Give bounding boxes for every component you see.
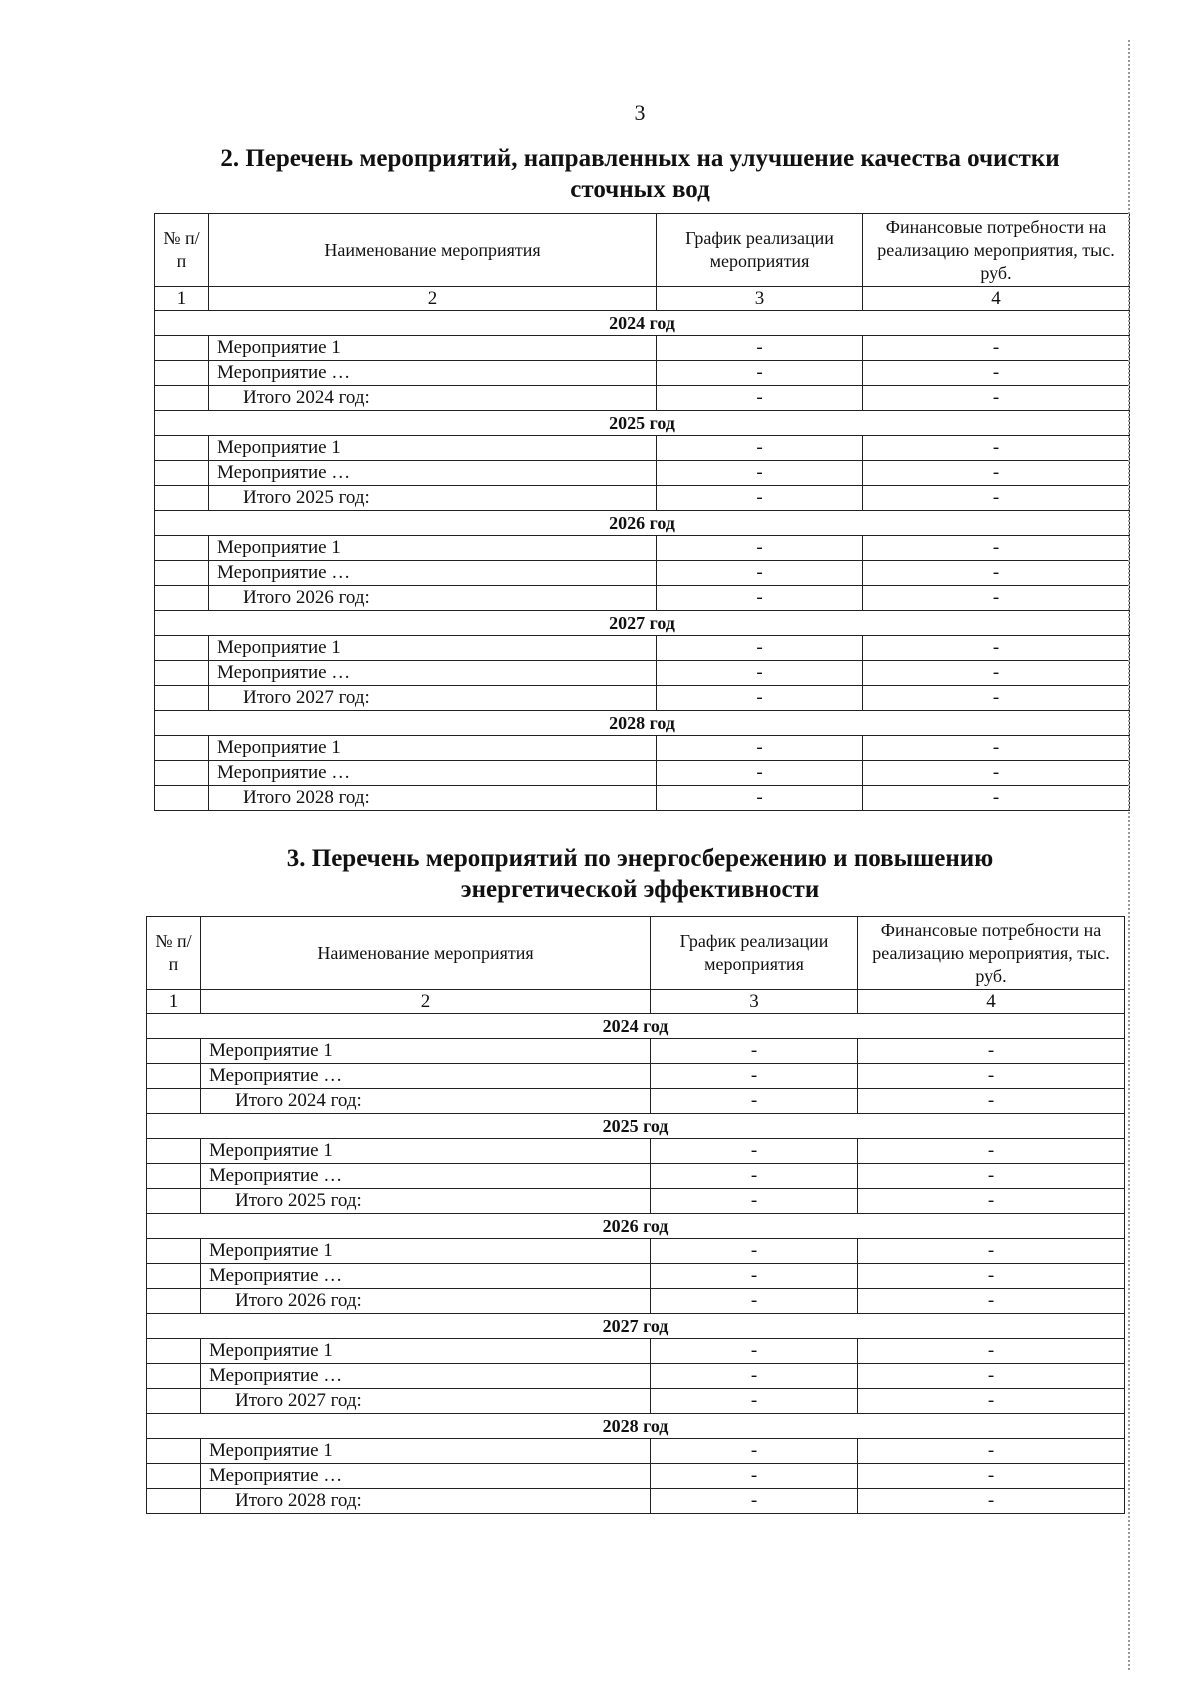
year-total-label: Итого 2024 год: [209,386,657,411]
financing-value: - [863,586,1130,611]
year-row [155,611,1130,636]
activity-name: Мероприятие 1 [201,1339,651,1364]
row-number [147,1264,201,1289]
year-row [147,1314,1125,1339]
year-row [147,1114,1125,1139]
activity-name: Мероприятие 1 [201,1439,651,1464]
financing-value: - [863,536,1130,561]
activity-name: Мероприятие 1 [201,1039,651,1064]
financing-value: - [858,1139,1125,1164]
year-total-label: Итого 2026 год: [201,1289,651,1314]
year-label: 2024 год [147,1014,1125,1039]
row-number [155,461,209,486]
financing-value: - [863,436,1130,461]
activity-name: Мероприятие … [201,1464,651,1489]
table-row [155,561,1130,586]
row-number [147,1389,201,1414]
section-3-heading-line2: энергетической эффективности [460,876,820,903]
total-row [155,786,1130,811]
table-row [155,536,1130,561]
column-number-row [155,287,1130,311]
year-label: 2026 год [155,511,1130,536]
column-number-1: 1 [155,287,209,311]
activity-name: Мероприятие 1 [209,736,657,761]
table-row [147,1164,1125,1189]
financing-value: - [863,736,1130,761]
year-row [155,411,1130,436]
page-number: 3 [634,100,646,125]
row-number [155,586,209,611]
activity-name: Мероприятие 1 [209,436,657,461]
total-row [155,686,1130,711]
schedule-value: - [657,386,863,411]
schedule-value: - [657,461,863,486]
total-row [147,1289,1125,1314]
year-label: 2028 год [147,1414,1125,1439]
financing-value: - [858,1289,1125,1314]
total-row [147,1389,1125,1414]
row-number [155,786,209,811]
schedule-value: - [657,436,863,461]
table-row [147,1339,1125,1364]
total-row [147,1489,1125,1514]
column-number-2: 2 [209,287,657,311]
column-number-row [147,990,1125,1014]
schedule-value: - [657,761,863,786]
column-number-4: 4 [858,990,1125,1014]
financing-value: - [863,561,1130,586]
activity-name: Мероприятие … [209,361,657,386]
row-number [147,1039,201,1064]
schedule-value: - [651,1489,858,1514]
year-row [155,511,1130,536]
schedule-value: - [657,336,863,361]
schedule-value: - [657,586,863,611]
activity-name: Мероприятие … [201,1264,651,1289]
year-label: 2024 год [155,311,1130,336]
table-row [155,761,1130,786]
table-row [155,361,1130,386]
table-row [147,1364,1125,1389]
year-label: 2027 год [155,611,1130,636]
year-total-label: Итого 2028 год: [201,1489,651,1514]
financing-value: - [863,786,1130,811]
schedule-value: - [657,736,863,761]
row-number [147,1189,201,1214]
activity-name: Мероприятие … [209,561,657,586]
header-financing: Финансовые потребности на реализацию мероприятия, тыс. руб. [858,917,1125,990]
table-row [155,636,1130,661]
schedule-value: - [651,1139,858,1164]
financing-value: - [863,361,1130,386]
table-row [155,461,1130,486]
section-2-table [154,213,1130,811]
financing-value: - [863,386,1130,411]
schedule-value: - [657,536,863,561]
financing-value: - [858,1264,1125,1289]
row-number [147,1089,201,1114]
row-number [155,386,209,411]
schedule-value: - [657,636,863,661]
header-financing: Финансовые потребности на реализацию мероприятия, тыс. руб. [863,214,1130,287]
financing-value: - [863,761,1130,786]
row-number [155,736,209,761]
table-row [147,1464,1125,1489]
year-total-label: Итого 2025 год: [209,486,657,511]
table-row [147,1139,1125,1164]
section-2-heading [150,143,1130,205]
year-total-label: Итого 2025 год: [201,1189,651,1214]
schedule-value: - [651,1289,858,1314]
schedule-value: - [651,1339,858,1364]
year-label: 2027 год [147,1314,1125,1339]
financing-value: - [863,636,1130,661]
row-number [155,436,209,461]
total-row [147,1089,1125,1114]
activity-name: Мероприятие 1 [201,1139,651,1164]
financing-value: - [858,1189,1125,1214]
table-row [155,336,1130,361]
row-number [155,661,209,686]
financing-value: - [858,1389,1125,1414]
activity-name: Мероприятие … [201,1164,651,1189]
row-number [147,1164,201,1189]
financing-value: - [858,1039,1125,1064]
row-number [155,486,209,511]
activity-name: Мероприятие … [209,661,657,686]
financing-value: - [863,686,1130,711]
financing-value: - [863,336,1130,361]
financing-value: - [858,1339,1125,1364]
header-number: № п/п [147,917,201,990]
table-row [155,661,1130,686]
row-number [147,1064,201,1089]
header-name: Наименование мероприятия [201,917,651,990]
row-number [155,361,209,386]
year-total-label: Итого 2027 год: [209,686,657,711]
schedule-value: - [651,1089,858,1114]
row-number [155,761,209,786]
activity-name: Мероприятие … [209,761,657,786]
table-row [147,1439,1125,1464]
table-row [147,1039,1125,1064]
row-number [155,561,209,586]
column-number-1: 1 [147,990,201,1014]
schedule-value: - [657,561,863,586]
row-number [147,1489,201,1514]
table-row [147,1264,1125,1289]
schedule-value: - [651,1389,858,1414]
year-row [147,1414,1125,1439]
financing-value: - [858,1464,1125,1489]
column-number-4: 4 [863,287,1130,311]
table-row [147,1239,1125,1264]
header-number: № п/п [155,214,209,287]
activity-name: Мероприятие 1 [209,536,657,561]
schedule-value: - [657,686,863,711]
activity-name: Мероприятие 1 [201,1239,651,1264]
schedule-value: - [651,1239,858,1264]
financing-value: - [858,1239,1125,1264]
table-row [155,736,1130,761]
header-schedule: График реализации мероприятия [657,214,863,287]
row-number [147,1339,201,1364]
year-row [155,311,1130,336]
year-total-label: Итого 2027 год: [201,1389,651,1414]
row-number [147,1439,201,1464]
schedule-value: - [651,1189,858,1214]
schedule-value: - [651,1164,858,1189]
row-number [155,686,209,711]
activity-name: Мероприятие … [201,1064,651,1089]
year-total-label: Итого 2026 год: [209,586,657,611]
row-number [155,636,209,661]
year-total-label: Итого 2024 год: [201,1089,651,1114]
column-number-3: 3 [651,990,858,1014]
year-row [147,1014,1125,1039]
header-schedule: График реализации мероприятия [651,917,858,990]
total-row [147,1189,1125,1214]
column-number-2: 2 [201,990,651,1014]
row-number [147,1239,201,1264]
activity-name: Мероприятие … [201,1364,651,1389]
financing-value: - [858,1439,1125,1464]
schedule-value: - [657,361,863,386]
schedule-value: - [651,1364,858,1389]
row-number [147,1464,201,1489]
financing-value: - [858,1089,1125,1114]
year-row [147,1214,1125,1239]
schedule-value: - [657,661,863,686]
year-label: 2028 год [155,711,1130,736]
section-2-heading-line2: сточных вод [570,176,710,203]
schedule-value: - [651,1064,858,1089]
total-row [155,486,1130,511]
table-row [155,436,1130,461]
row-number [155,336,209,361]
schedule-value: - [651,1264,858,1289]
row-number [147,1289,201,1314]
row-number [147,1139,201,1164]
section-2-heading-line1: 2. Перечень мероприятий, направленных на улучшение качества очистки [220,145,1060,172]
row-number [155,536,209,561]
section-3-heading [150,843,1130,905]
schedule-value: - [657,786,863,811]
financing-value: - [863,661,1130,686]
table-row [147,1064,1125,1089]
scan-edge-line [1128,40,1132,1670]
total-row [155,586,1130,611]
activity-name: Мероприятие … [209,461,657,486]
year-label: 2026 год [147,1214,1125,1239]
financing-value: - [863,461,1130,486]
column-number-3: 3 [657,287,863,311]
header-name: Наименование мероприятия [209,214,657,287]
year-total-label: Итого 2028 год: [209,786,657,811]
schedule-value: - [651,1464,858,1489]
financing-value: - [858,1064,1125,1089]
financing-value: - [858,1489,1125,1514]
schedule-value: - [651,1039,858,1064]
schedule-value: - [651,1439,858,1464]
section-3-table [146,916,1125,1514]
total-row [155,386,1130,411]
section-3-heading-line1: 3. Перечень мероприятий по энергосбережению и повышению [286,845,994,872]
activity-name: Мероприятие 1 [209,636,657,661]
schedule-value: - [657,486,863,511]
activity-name: Мероприятие 1 [209,336,657,361]
financing-value: - [858,1164,1125,1189]
financing-value: - [858,1364,1125,1389]
year-label: 2025 год [155,411,1130,436]
year-row [155,711,1130,736]
year-label: 2025 год [147,1114,1125,1139]
row-number [147,1364,201,1389]
financing-value: - [863,486,1130,511]
